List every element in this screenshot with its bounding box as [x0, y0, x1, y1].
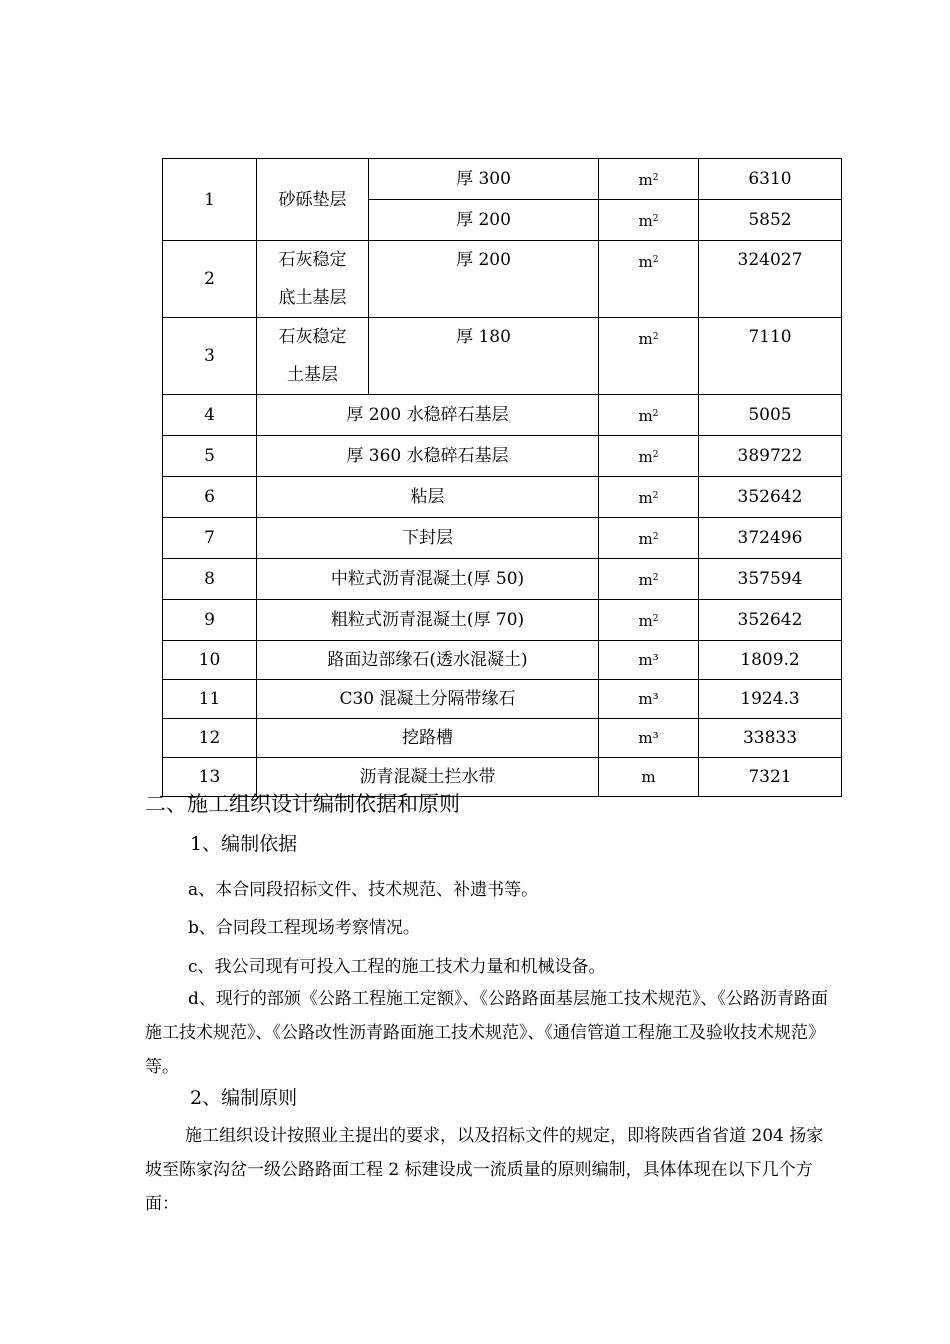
row-number: 6	[163, 477, 257, 518]
table-row	[163, 436, 842, 477]
item-name: 砂砾垫层	[257, 159, 369, 241]
unit: $m^2$	[599, 200, 699, 241]
item-spec: 厚 300	[369, 159, 599, 200]
item-name: 粘层	[257, 477, 599, 518]
table-row	[163, 395, 842, 436]
unit: $m^2$	[599, 600, 699, 641]
row-number: 11	[163, 680, 257, 719]
quantity: 372496	[699, 518, 842, 559]
table-row	[163, 318, 842, 395]
row-number: 4	[163, 395, 257, 436]
quantity: 7321	[699, 758, 842, 797]
quantity: 352642	[699, 477, 842, 518]
quantity: 357594	[699, 559, 842, 600]
quantity: 6310	[699, 159, 842, 200]
quantity: 1924.3	[699, 680, 842, 719]
row-number: 1	[163, 159, 257, 241]
table-row	[163, 680, 842, 719]
item-name: 挖路槽	[257, 719, 599, 758]
row-number: 13	[163, 758, 257, 797]
row-number: 2	[163, 241, 257, 318]
quantity: 5005	[699, 395, 842, 436]
basis-item-d: d、现行的部颁《公路工程施工定额》、《公路路面基层施工技术规范》、《公路沥青路面施工技术规范》、《公路改性沥青路面施工技术规范》、《通信管道工程施工及验收技术规范》等。	[145, 989, 828, 1077]
unit: $m^2$	[599, 477, 699, 518]
subsection-heading: 2、编制原则	[190, 1087, 298, 1109]
item-name: 厚 360 水稳碎石基层	[257, 436, 599, 477]
subsection-heading: 1、编制依据	[190, 833, 298, 855]
table-row	[163, 159, 842, 200]
basis-item: b、合同段工程现场考察情况。	[188, 918, 420, 938]
table-row	[163, 518, 842, 559]
item-name: 下封层	[257, 518, 599, 559]
item-name: 粗粒式沥青混凝土(厚 70)	[257, 600, 599, 641]
principle-paragraph: 施工组织设计按照业主提出的要求，以及招标文件的规定，即将陕西省省道 204 扬家坡至陈家沟岔一级公路路面工程 2 标建设成一流质量的原则编制，具体体现在以下几个方面：	[145, 1126, 824, 1214]
row-number: 7	[163, 518, 257, 559]
unit: m	[599, 758, 699, 797]
unit: $m^2$	[599, 395, 699, 436]
quantity: 33833	[699, 719, 842, 758]
item-name: 厚 200 水稳碎石基层	[257, 395, 599, 436]
unit: $m^2$	[599, 559, 699, 600]
table-row	[163, 477, 842, 518]
table-row	[163, 559, 842, 600]
item-name: C30 混凝土分隔带缘石	[257, 680, 599, 719]
table-row	[163, 641, 842, 680]
unit: m³	[599, 641, 699, 680]
table-row	[163, 719, 842, 758]
unit: m³	[599, 680, 699, 719]
unit: $m^2$	[599, 241, 699, 318]
row-number: 5	[163, 436, 257, 477]
table-row	[163, 241, 842, 318]
section-heading: 二、施工组织设计编制依据和原则	[145, 792, 460, 816]
basis-item: a、本合同段招标文件、技术规范、补遗书等。	[188, 880, 539, 900]
row-number: 3	[163, 318, 257, 395]
row-number: 9	[163, 600, 257, 641]
unit: $m^2$	[599, 518, 699, 559]
item-spec: 厚 200	[369, 241, 599, 318]
basis-item: c、我公司现有可投入工程的施工技术力量和机械设备。	[188, 957, 606, 977]
quantity: 352642	[699, 600, 842, 641]
row-number: 10	[163, 641, 257, 680]
quantity: 5852	[699, 200, 842, 241]
quantity: 324027	[699, 241, 842, 318]
quantity: 1809.2	[699, 641, 842, 680]
unit: m³	[599, 719, 699, 758]
table-row	[163, 600, 842, 641]
item-name: 中粒式沥青混凝土(厚 50)	[257, 559, 599, 600]
item-spec: 厚 180	[369, 318, 599, 395]
quantity: 7110	[699, 318, 842, 395]
quantity: 389722	[699, 436, 842, 477]
row-number: 8	[163, 559, 257, 600]
item-name: 路面边部缘石(透水混凝土)	[257, 641, 599, 680]
row-number: 12	[163, 719, 257, 758]
item-spec: 厚 200	[369, 200, 599, 241]
item-name: 石灰稳定 土基层	[257, 318, 369, 395]
quantity-table	[162, 158, 842, 797]
unit: $m^2$	[599, 318, 699, 395]
item-name: 沥青混凝土拦水带	[257, 758, 599, 797]
unit: $m^2$	[599, 436, 699, 477]
unit: $m^2$	[599, 159, 699, 200]
item-name: 石灰稳定 底土基层	[257, 241, 369, 318]
